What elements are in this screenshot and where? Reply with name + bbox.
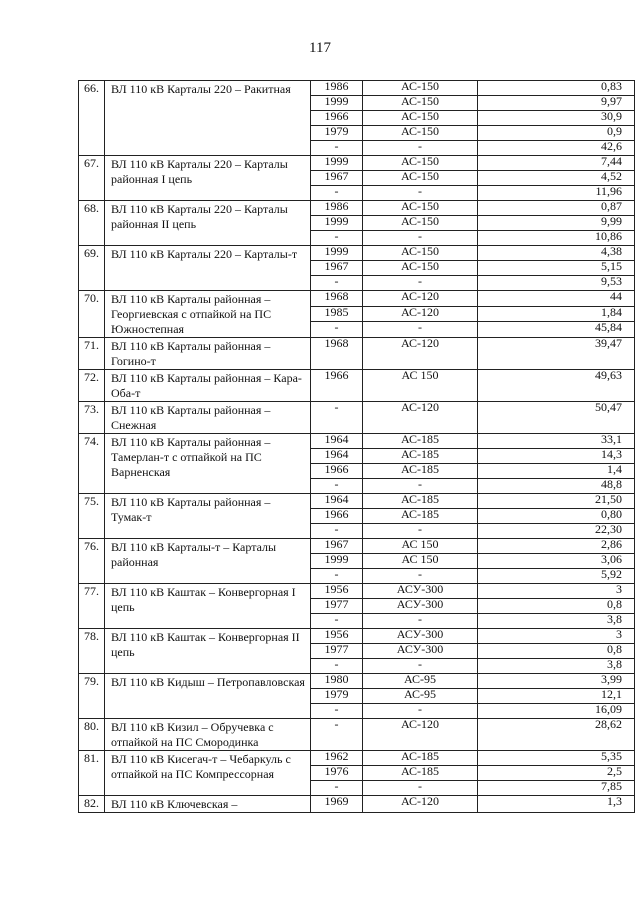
- wire-type: АС-185: [363, 464, 478, 479]
- wire-type: АС 150: [363, 554, 478, 569]
- commission-year: 1956: [311, 629, 363, 644]
- line-length: 1,84: [478, 306, 635, 322]
- commission-year: -: [311, 781, 363, 796]
- line-number: 77.: [79, 584, 105, 629]
- line-length: 0,80: [478, 509, 635, 524]
- line-length: 16,09: [478, 704, 635, 719]
- line-number: 81.: [79, 751, 105, 796]
- line-name: ВЛ 110 кВ Карталы районная – Георгиевская с отпайкой на ПС Южностепная: [105, 291, 311, 338]
- commission-year: 1979: [311, 126, 363, 141]
- line-length: 3,8: [478, 659, 635, 674]
- commission-year: 1986: [311, 81, 363, 96]
- table-row: [79, 584, 635, 599]
- commission-year: 1968: [311, 338, 363, 370]
- commission-year: 1979: [311, 689, 363, 704]
- commission-year: -: [311, 659, 363, 674]
- commission-year: 1966: [311, 111, 363, 126]
- line-name: ВЛ 110 кВ Ключевская –: [105, 796, 311, 813]
- line-length: 10,86: [478, 231, 635, 246]
- wire-type: АС-185: [363, 494, 478, 509]
- wire-type: -: [363, 569, 478, 584]
- commission-year: -: [311, 186, 363, 201]
- line-number: 78.: [79, 629, 105, 674]
- line-number: 80.: [79, 719, 105, 751]
- line-length: 5,15: [478, 261, 635, 276]
- wire-type: АС-150: [363, 156, 478, 171]
- table-row: [79, 494, 635, 509]
- line-name: ВЛ 110 кВ Карталы районная – Тамерлан-т с отпайкой на ПС Варненская: [105, 434, 311, 494]
- wire-type: АС-185: [363, 434, 478, 449]
- table-row: [79, 719, 635, 751]
- table-row: [79, 402, 635, 434]
- line-length: 7,44: [478, 156, 635, 171]
- line-name: ВЛ 110 кВ Карталы 220 – Карталы районная I цепь: [105, 156, 311, 201]
- line-number: 82.: [79, 796, 105, 813]
- line-length: 1,3: [478, 796, 635, 813]
- line-length: 45,84: [478, 322, 635, 338]
- commission-year: 1977: [311, 644, 363, 659]
- line-name: ВЛ 110 кВ Карталы районная – Кара-Оба-т: [105, 370, 311, 402]
- wire-type: АСУ-300: [363, 599, 478, 614]
- commission-year: -: [311, 141, 363, 156]
- line-length: 3,99: [478, 674, 635, 689]
- commission-year: 1985: [311, 306, 363, 322]
- line-name: ВЛ 110 кВ Карталы 220 – Карталы районная II цепь: [105, 201, 311, 246]
- line-length: 2,86: [478, 539, 635, 554]
- wire-type: АС-150: [363, 246, 478, 261]
- line-number: 76.: [79, 539, 105, 584]
- wire-type: АС-185: [363, 509, 478, 524]
- line-length: 39,47: [478, 338, 635, 370]
- wire-type: АС-150: [363, 216, 478, 231]
- line-length: 28,62: [478, 719, 635, 751]
- wire-type: -: [363, 704, 478, 719]
- wire-type: АСУ-300: [363, 644, 478, 659]
- table-row: [79, 81, 635, 96]
- wire-type: -: [363, 781, 478, 796]
- wire-type: АС-150: [363, 96, 478, 111]
- line-length: 48,8: [478, 479, 635, 494]
- wire-type: АС-120: [363, 291, 478, 307]
- wire-type: -: [363, 186, 478, 201]
- commission-year: -: [311, 231, 363, 246]
- table-row: [79, 796, 635, 813]
- line-name: ВЛ 110 кВ Каштак – Конвергорная I цепь: [105, 584, 311, 629]
- line-name: ВЛ 110 кВ Каштак – Конвергорная II цепь: [105, 629, 311, 674]
- line-number: 79.: [79, 674, 105, 719]
- wire-type: АС-120: [363, 719, 478, 751]
- line-length: 22,30: [478, 524, 635, 539]
- wire-type: -: [363, 276, 478, 291]
- commission-year: 1976: [311, 766, 363, 781]
- wire-type: АС-95: [363, 689, 478, 704]
- line-number: 71.: [79, 338, 105, 370]
- line-number: 74.: [79, 434, 105, 494]
- commission-year: 1999: [311, 554, 363, 569]
- line-length: 44: [478, 291, 635, 307]
- wire-type: АС-150: [363, 261, 478, 276]
- commission-year: -: [311, 479, 363, 494]
- line-name: ВЛ 110 кВ Кисегач-т – Чебаркуль с отпайкой на ПС Компрессорная: [105, 751, 311, 796]
- line-length: 0,87: [478, 201, 635, 216]
- wire-type: -: [363, 614, 478, 629]
- table-row: [79, 674, 635, 689]
- commission-year: 1966: [311, 464, 363, 479]
- line-length: 2,5: [478, 766, 635, 781]
- wire-type: АС-150: [363, 126, 478, 141]
- commission-year: -: [311, 719, 363, 751]
- line-length: 3: [478, 584, 635, 599]
- commission-year: 1964: [311, 449, 363, 464]
- table-row: [79, 201, 635, 216]
- line-length: 9,53: [478, 276, 635, 291]
- wire-type: АСУ-300: [363, 629, 478, 644]
- wire-type: АС-120: [363, 306, 478, 322]
- line-name: ВЛ 110 кВ Карталы 220 – Ракитная: [105, 81, 311, 156]
- wire-type: АС-150: [363, 111, 478, 126]
- line-length: 0,83: [478, 81, 635, 96]
- commission-year: -: [311, 402, 363, 434]
- commission-year: 1967: [311, 171, 363, 186]
- table-row: [79, 338, 635, 370]
- line-length: 0,8: [478, 599, 635, 614]
- line-length: 3: [478, 629, 635, 644]
- wire-type: -: [363, 141, 478, 156]
- table-row: [79, 246, 635, 261]
- line-length: 12,1: [478, 689, 635, 704]
- line-length: 9,97: [478, 96, 635, 111]
- commission-year: -: [311, 614, 363, 629]
- line-length: 5,35: [478, 751, 635, 766]
- wire-type: -: [363, 659, 478, 674]
- commission-year: 1966: [311, 370, 363, 402]
- wire-type: АСУ-300: [363, 584, 478, 599]
- commission-year: 1964: [311, 494, 363, 509]
- commission-year: 1969: [311, 796, 363, 813]
- wire-type: АС-185: [363, 751, 478, 766]
- line-length: 4,52: [478, 171, 635, 186]
- line-number: 73.: [79, 402, 105, 434]
- line-number: 68.: [79, 201, 105, 246]
- line-length: 7,85: [478, 781, 635, 796]
- line-number: 69.: [79, 246, 105, 291]
- wire-type: АС-185: [363, 766, 478, 781]
- wire-type: -: [363, 479, 478, 494]
- line-name: ВЛ 110 кВ Карталы районная – Снежная: [105, 402, 311, 434]
- commission-year: -: [311, 276, 363, 291]
- line-number: 66.: [79, 81, 105, 156]
- wire-type: -: [363, 231, 478, 246]
- power-lines-table: [78, 80, 635, 813]
- line-number: 67.: [79, 156, 105, 201]
- line-number: 75.: [79, 494, 105, 539]
- wire-type: АС-120: [363, 338, 478, 370]
- line-length: 4,38: [478, 246, 635, 261]
- commission-year: 1964: [311, 434, 363, 449]
- commission-year: 1977: [311, 599, 363, 614]
- line-number: 72.: [79, 370, 105, 402]
- commission-year: 1967: [311, 539, 363, 554]
- commission-year: 1999: [311, 216, 363, 231]
- commission-year: 1986: [311, 201, 363, 216]
- commission-year: -: [311, 569, 363, 584]
- line-number: 70.: [79, 291, 105, 338]
- line-length: 0,8: [478, 644, 635, 659]
- line-name: ВЛ 110 кВ Карталы районная – Тумак-т: [105, 494, 311, 539]
- table-row: [79, 370, 635, 402]
- wire-type: -: [363, 322, 478, 338]
- commission-year: -: [311, 524, 363, 539]
- wire-type: АС-150: [363, 201, 478, 216]
- commission-year: 1999: [311, 156, 363, 171]
- wire-type: АС 150: [363, 370, 478, 402]
- commission-year: 1980: [311, 674, 363, 689]
- line-length: 49,63: [478, 370, 635, 402]
- wire-type: АС-150: [363, 81, 478, 96]
- table-row: [79, 291, 635, 307]
- line-length: 11,96: [478, 186, 635, 201]
- line-length: 3,8: [478, 614, 635, 629]
- line-name: ВЛ 110 кВ Кидыш – Петропавловская: [105, 674, 311, 719]
- commission-year: 1968: [311, 291, 363, 307]
- wire-type: АС-150: [363, 171, 478, 186]
- line-length: 30,9: [478, 111, 635, 126]
- table-row: [79, 539, 635, 554]
- line-length: 14,3: [478, 449, 635, 464]
- commission-year: 1999: [311, 246, 363, 261]
- line-name: ВЛ 110 кВ Карталы районная – Гогино-т: [105, 338, 311, 370]
- wire-type: АС-120: [363, 796, 478, 813]
- line-length: 42,6: [478, 141, 635, 156]
- wire-type: -: [363, 524, 478, 539]
- commission-year: 1962: [311, 751, 363, 766]
- line-length: 50,47: [478, 402, 635, 434]
- wire-type: АС-95: [363, 674, 478, 689]
- wire-type: АС-185: [363, 449, 478, 464]
- line-name: ВЛ 110 кВ Карталы-т – Карталы районная: [105, 539, 311, 584]
- table-row: [79, 751, 635, 766]
- line-length: 1,4: [478, 464, 635, 479]
- table-row: [79, 629, 635, 644]
- table-row: [79, 434, 635, 449]
- line-length: 9,99: [478, 216, 635, 231]
- line-length: 33,1: [478, 434, 635, 449]
- wire-type: АС 150: [363, 539, 478, 554]
- commission-year: 1967: [311, 261, 363, 276]
- page-number: 117: [309, 40, 331, 56]
- line-length: 21,50: [478, 494, 635, 509]
- table-row: [79, 156, 635, 171]
- commission-year: 1956: [311, 584, 363, 599]
- commission-year: -: [311, 322, 363, 338]
- wire-type: АС-120: [363, 402, 478, 434]
- line-name: ВЛ 110 кВ Карталы 220 – Карталы-т: [105, 246, 311, 291]
- line-name: ВЛ 110 кВ Кизил – Обручевка с отпайкой на ПС Смородинка: [105, 719, 311, 751]
- line-length: 5,92: [478, 569, 635, 584]
- line-length: 3,06: [478, 554, 635, 569]
- commission-year: -: [311, 704, 363, 719]
- commission-year: 1966: [311, 509, 363, 524]
- line-length: 0,9: [478, 126, 635, 141]
- commission-year: 1999: [311, 96, 363, 111]
